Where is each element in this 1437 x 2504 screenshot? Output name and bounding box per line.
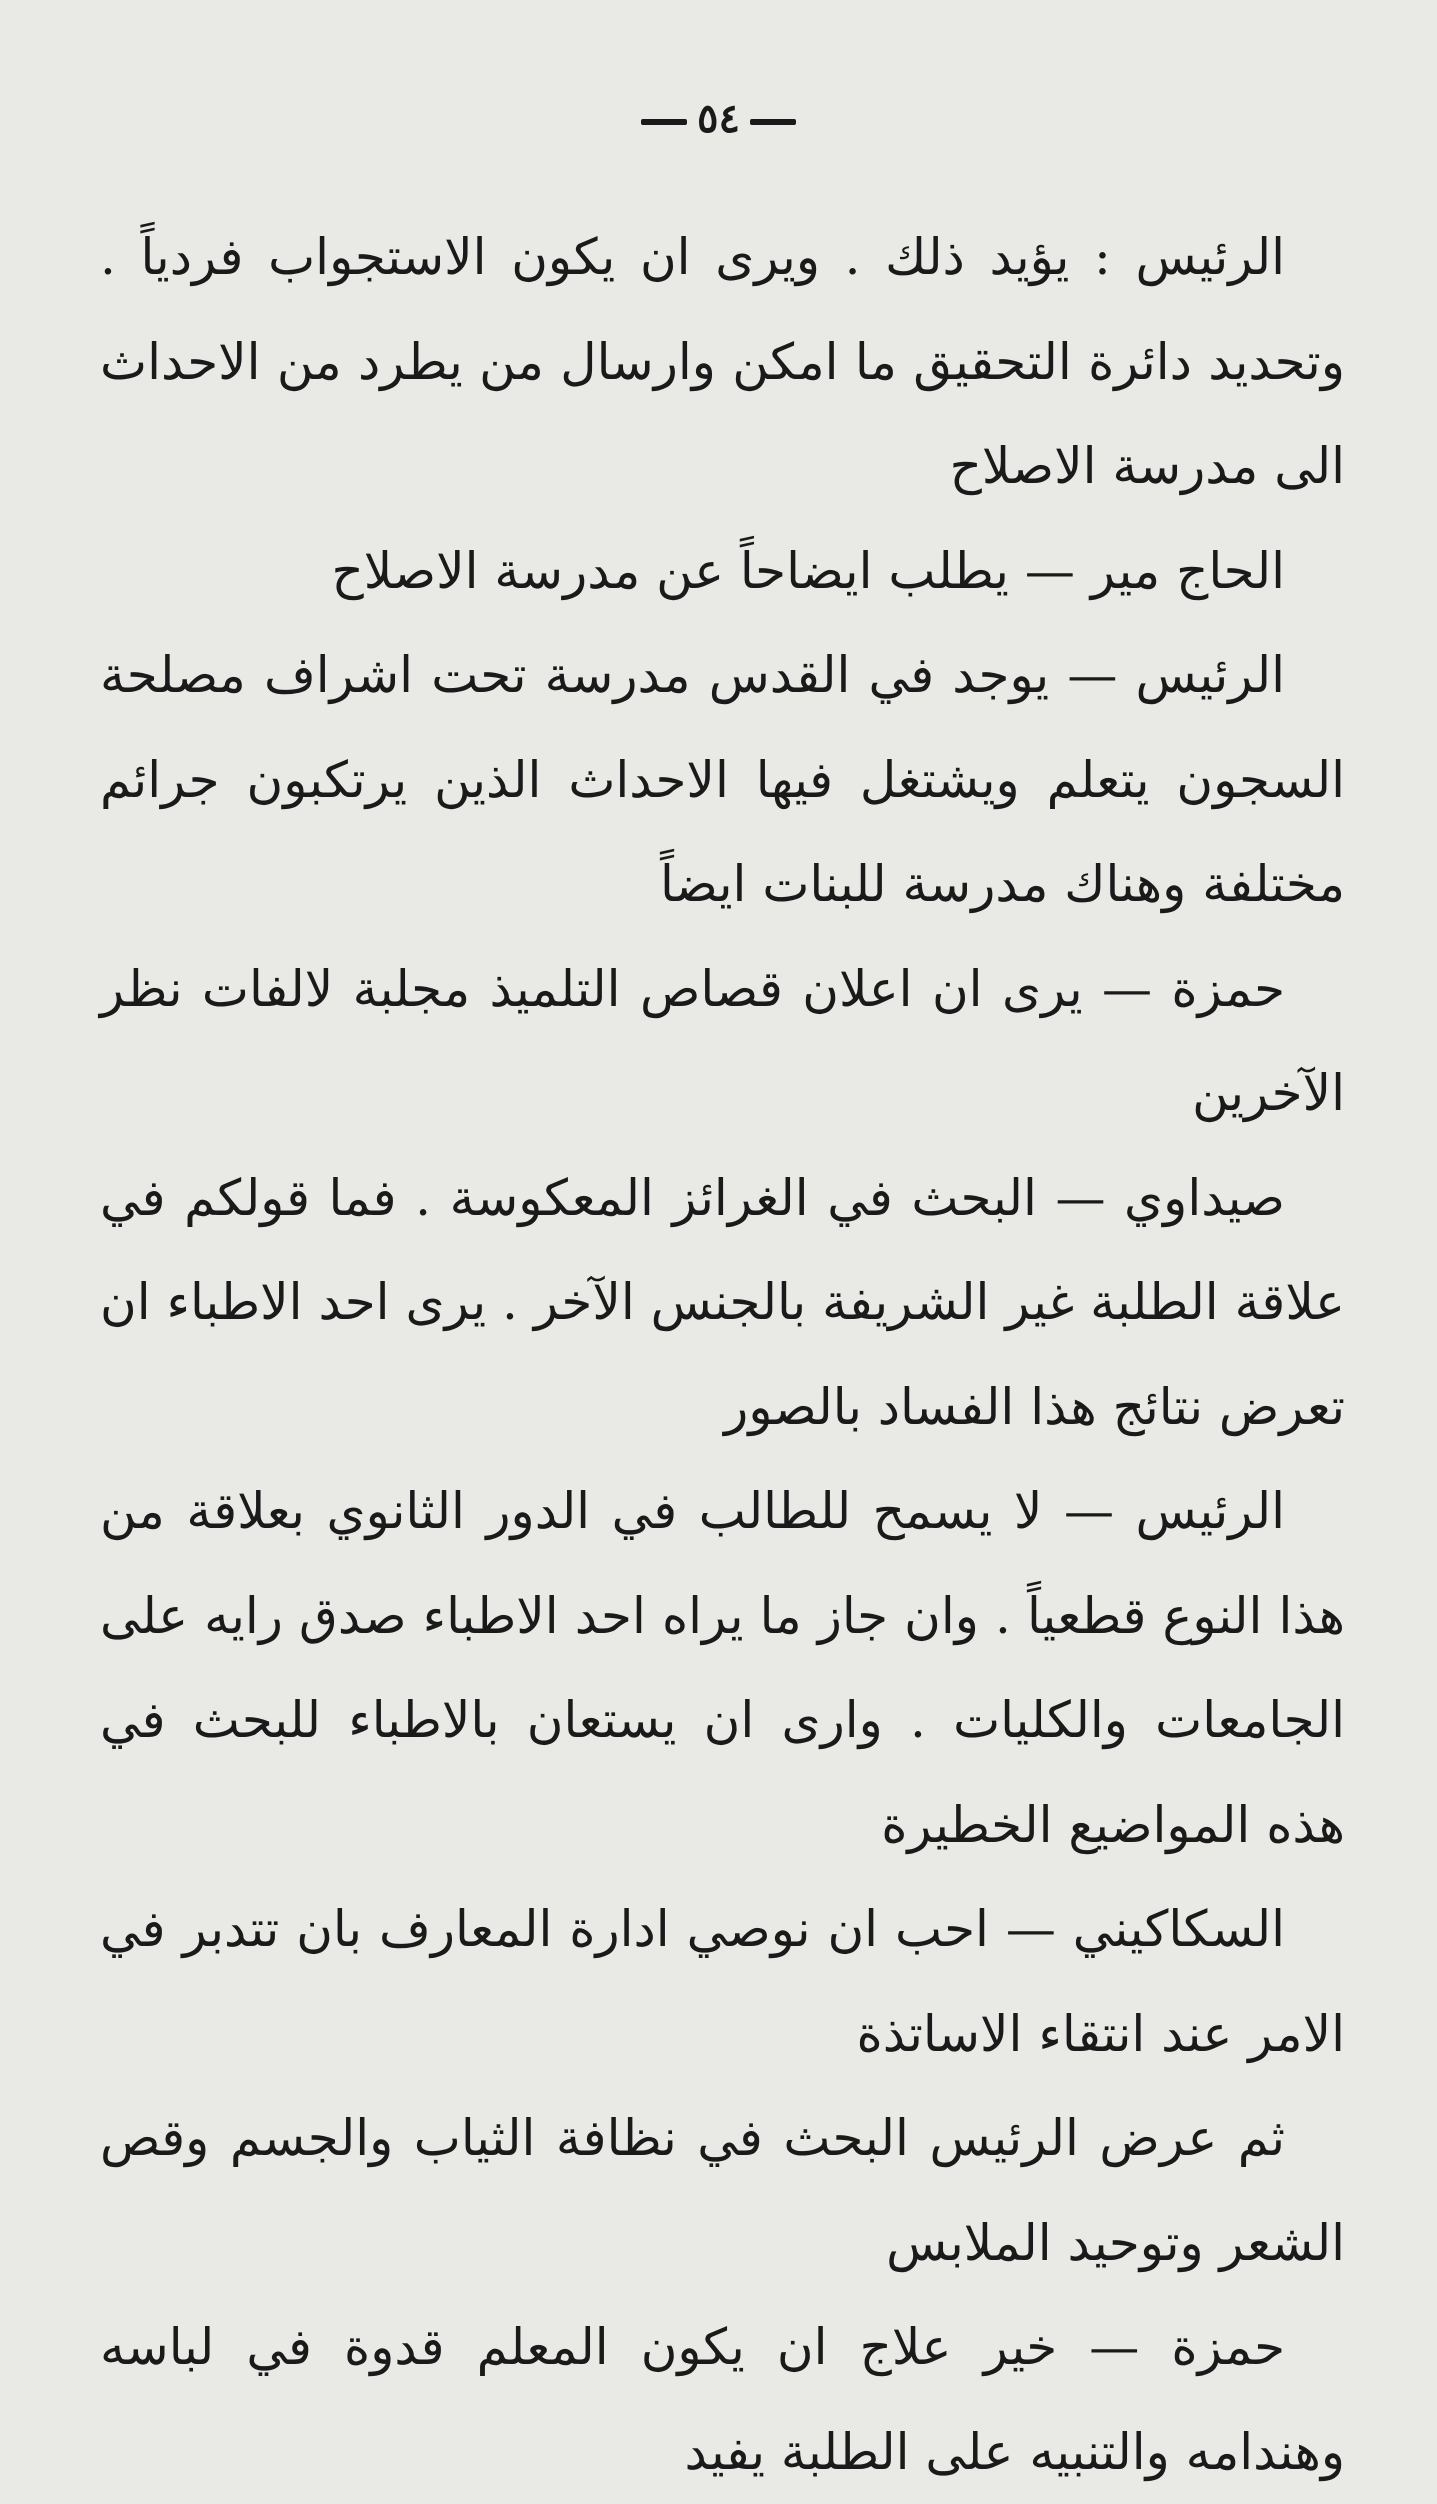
page-number: ٥٤: [697, 95, 740, 142]
paragraph-7: السكاكيني — احب ان نوصي ادارة المعارف بان تتدبر في الامر عند انتقاء الاساتذة: [100, 1900, 1345, 2063]
paragraph-3: الرئيس — يوجد في القدس مدرسة تحت اشراف مصلحة السجون يتعلم ويشتغل فيها الاحداث الذين يرتكبون جرائم مختلفة وهناك مدرسة للبنات ايضاً: [100, 646, 1345, 913]
paragraph-9: حمزة — خير علاج ان يكون المعلم قدوة في لباسه وهندامه والتنبيه على الطلبة يفيد: [100, 2318, 1345, 2481]
paragraph-4: حمزة — يرى ان اعلان قصاص التلميذ مجلبة لالفات نظر الآخرين: [100, 959, 1345, 1122]
paragraph-8: ثم عرض الرئيس البحث في نظافة الثياب والجسم وقص الشعر وتوحيد الملابس: [100, 2109, 1345, 2272]
paragraph-6: الرئيس — لا يسمح للطالب في الدور الثانوي بعلاقة من هذا النوع قطعياً . وان جاز ما يراه احد الاطباء صدق رايه على الجامعات والكليات . وارى ان يستعان بالاطباء للبحث في هذه المواضيع الخطيرة: [100, 1482, 1345, 1854]
paragraph-1: الرئيس : يؤيد ذلك . ويرى ان يكون الاستجواب فردياً . وتحديد دائرة التحقيق ما امكن وارسال من يطرد من الاحداث الى مدرسة الاصلاح: [100, 228, 1345, 495]
paragraph-2: الحاج مير — يطلب ايضاحاً عن مدرسة الاصلاح: [331, 541, 1285, 600]
page-body: [100, 205, 1345, 2504]
paragraph-5: صيداوي — البحث في الغرائز المعكوسة . فما قولكم في علاقة الطلبة غير الشريفة بالجنس الآخر . يرى احد الاطباء ان تعرض نتائج هذا الفساد بالصور: [100, 1168, 1345, 1436]
header-dash-left: [641, 119, 687, 125]
header-dash-right: [750, 119, 796, 125]
page-header: [0, 95, 1437, 142]
